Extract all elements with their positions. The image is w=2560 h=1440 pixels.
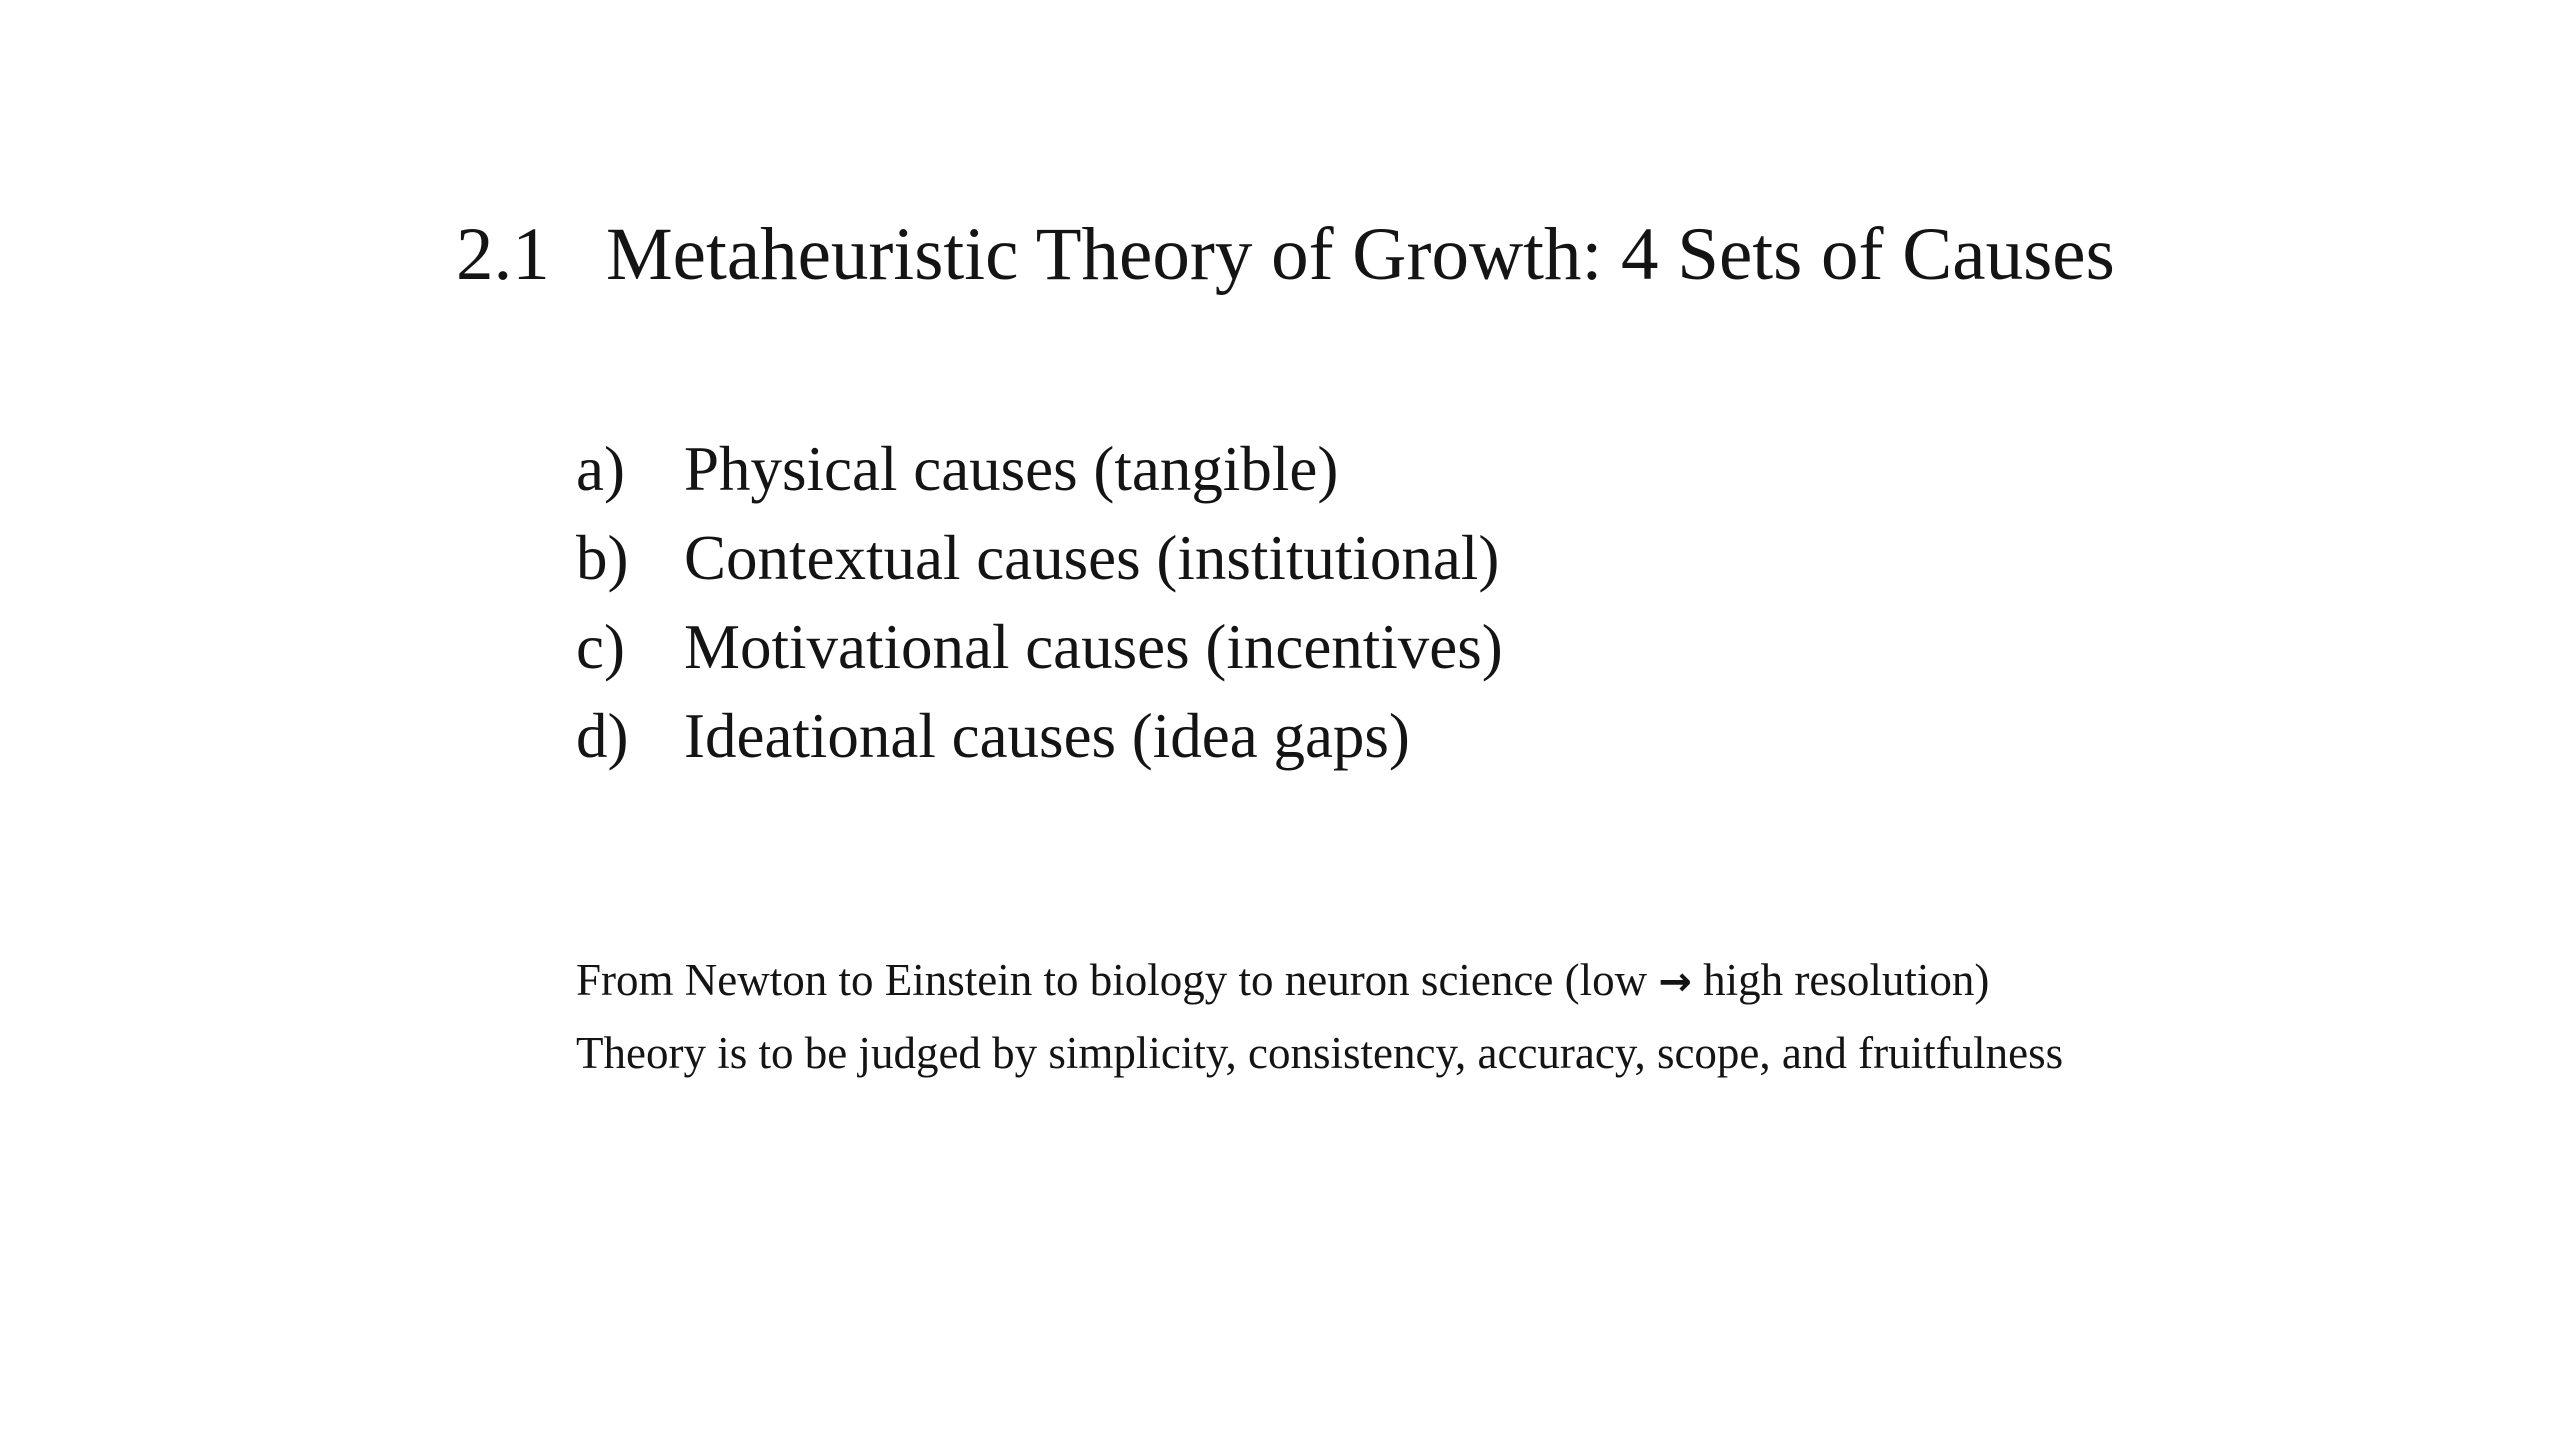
slide-title [456,210,2115,300]
note-criteria: Theory is to be judged by simplicity, consistency, accuracy, scope, and fruitfulness [576,1028,2064,1078]
notes [576,945,2063,1089]
list-item [576,692,1503,781]
list-item [576,603,1503,692]
list-marker: d) [576,701,629,771]
note-resolution-start: From Newton to Einstein to biology to neuron science (low [576,955,1659,1005]
causes-list [576,425,1503,781]
right-arrow-icon: → [1658,959,1692,1005]
section-number: 2.1 [456,213,550,296]
list-marker: b) [576,523,629,593]
title-text: Metaheuristic Theory of Growth: 4 Sets of Causes [606,213,2115,296]
list-item-text: Contextual causes (institutional) [684,523,1500,593]
list-item-text: Physical causes (tangible) [684,434,1339,504]
list-item-text: Ideational causes (idea gaps) [684,701,1410,771]
list-item-text: Motivational causes (incentives) [684,612,1503,682]
note-resolution-end: high resolution) [1691,955,1990,1005]
list-marker: a) [576,434,625,504]
list-marker: c) [576,612,625,682]
note-resolution [576,945,2063,1018]
list-item [576,425,1503,514]
list-item [576,514,1503,603]
